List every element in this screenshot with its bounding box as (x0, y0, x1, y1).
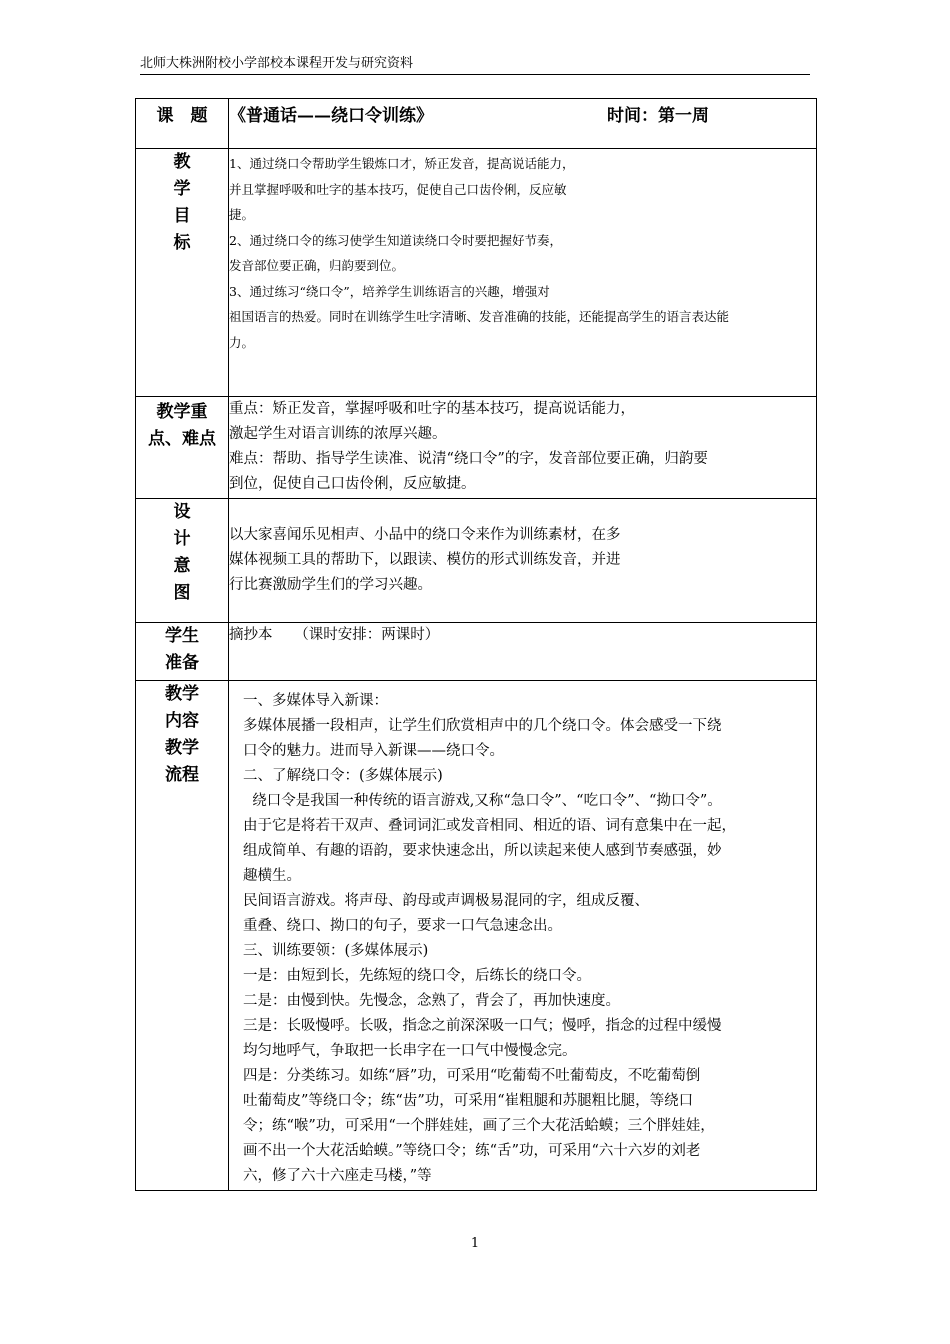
process-line: 口令的魅力。进而导入新课——绕口令。 (243, 743, 504, 759)
process-content (229, 681, 817, 1191)
process-line: 一、多媒体导入新课： (243, 693, 388, 709)
process-line: 六，修了六十六座走马楼，”等 (243, 1168, 432, 1184)
process-line: 三是：长吸慢呼。长吸，指念之前深深吸一口气；慢呼，指念的过程中缓慢 (243, 1018, 722, 1034)
topic-label: 课 题 (136, 99, 229, 149)
goal-line: 并且掌握呼吸和吐字的基本技巧，促使自己口齿伶俐，反应敏 (229, 181, 567, 197)
goal-line: 祖国语言的热爱。同时在训练学生吐字清晰、发音准确的技能，还能提高学生的语言表达能 (229, 309, 730, 324)
process-line: 趣横生。 (243, 868, 301, 884)
process-line: 重叠、绕口、拗口的句子，要求一口气急速念出。 (243, 918, 562, 934)
focus-line: 重点：矫正发音，掌握呼吸和吐字的基本技巧，提高说话能力， (229, 401, 635, 417)
focus-line: 难点：帮助、指导学生读准、说清“绕口令”的字，发音部位要正确，归韵要 (229, 451, 708, 467)
process-line: 绕口令是我国一种传统的语言游戏,又称“急口令”、“吃口令”、“拗口令”。 (243, 793, 722, 809)
lesson-time: 时间：第一周 (607, 106, 709, 126)
prep-row (136, 623, 817, 681)
prep-text: 摘抄本 （课时安排：两课时） (229, 627, 440, 643)
process-line: 二是：由慢到快。先慢念，念熟了，背会了，再加快速度。 (243, 993, 620, 1009)
goal-line: 2、通过绕口令的练习使学生知道读绕口令时要把握好节奏， (229, 232, 562, 248)
goal-line: 3、通过练习“绕口令”，培养学生训练语言的兴趣，增强对 (229, 283, 550, 299)
goal-line: 力。 (229, 334, 255, 350)
process-line: 画不出一个大花活蛤蟆。”等绕口令；练“舌”功，可采用“六十六岁的刘老 (243, 1143, 701, 1159)
process-line: 二、了解绕口令：(多媒体展示) (243, 768, 443, 784)
focus-content (229, 397, 817, 499)
process-line: 由于它是将若干双声、叠词词汇或发音相同、相近的语、词有意集中在一起， (243, 818, 736, 834)
focus-row (136, 397, 817, 499)
lesson-plan-table (135, 98, 817, 1191)
topic-cell (229, 99, 817, 149)
process-line: 组成简单、有趣的语韵，要求快速念出，所以读起来使人感到节奏感强，妙 (243, 843, 722, 859)
process-line: 多媒体展播一段相声，让学生们欣赏相声中的几个绕口令。体会感受一下绕 (243, 718, 722, 734)
design-label: 设 计 意 图 (136, 499, 229, 623)
page-header: 北师大株洲附校小学部校本课程开发与研究资料 (140, 55, 810, 75)
design-line: 以大家喜闻乐见相声、小品中的绕口令来作为训练素材，在多 (229, 527, 621, 543)
goals-label: 教 学 目 标 (136, 149, 229, 397)
focus-line: 激起学生对语言训练的浓厚兴趣。 (229, 426, 447, 442)
design-line: 行比赛激励学生们的学习兴趣。 (229, 577, 432, 593)
process-line: 吐葡萄皮”等绕口令；练“齿”功，可采用“崔粗腿和苏腿粗比腿，等绕口 (243, 1093, 694, 1109)
design-row (136, 499, 817, 623)
process-line: 一是：由短到长，先练短的绕口令，后练长的绕口令。 (243, 968, 591, 984)
topic-row (136, 99, 817, 149)
focus-line: 到位，促使自己口齿伶俐，反应敏捷。 (229, 476, 476, 492)
lesson-title: 《普通话——绕口令训练》 (229, 106, 433, 126)
process-line: 四是：分类练习。如练“唇”功，可采用“吃葡萄不吐葡萄皮，不吃葡萄倒 (243, 1068, 701, 1084)
goal-line: 捷。 (229, 207, 255, 222)
process-row (136, 681, 817, 1191)
goal-line: 1、通过绕口令帮助学生锻炼口才，矫正发音，提高说话能力， (229, 156, 575, 171)
prep-content (229, 623, 817, 681)
process-line: 均匀地呼气，争取把一长串字在一口气中慢慢念完。 (243, 1043, 577, 1059)
design-line: 媒体视频工具的帮助下，以跟读、模仿的形式训练发音，并进 (229, 552, 621, 568)
goal-line: 发音部位要正确，归韵要到位。 (229, 258, 405, 273)
process-line: 三、训练要领：(多媒体展示) (243, 943, 429, 959)
process-line: 民间语言游戏。将声母、韵母或声调极易混同的字，组成反覆、 (243, 893, 649, 909)
page-number: 1 (470, 1236, 480, 1251)
goals-content (229, 149, 817, 397)
design-content (229, 499, 817, 623)
process-label: 教学 内容 教学 流程 (136, 681, 229, 1191)
process-line: 令；练“喉”功，可采用“一个胖娃娃，画了三个大花活蛤蟆；三个胖娃娃， (243, 1118, 715, 1134)
goals-row (136, 149, 817, 397)
focus-label: 教学重 点、难点 (136, 397, 229, 499)
prep-label: 学生 准备 (136, 623, 229, 681)
